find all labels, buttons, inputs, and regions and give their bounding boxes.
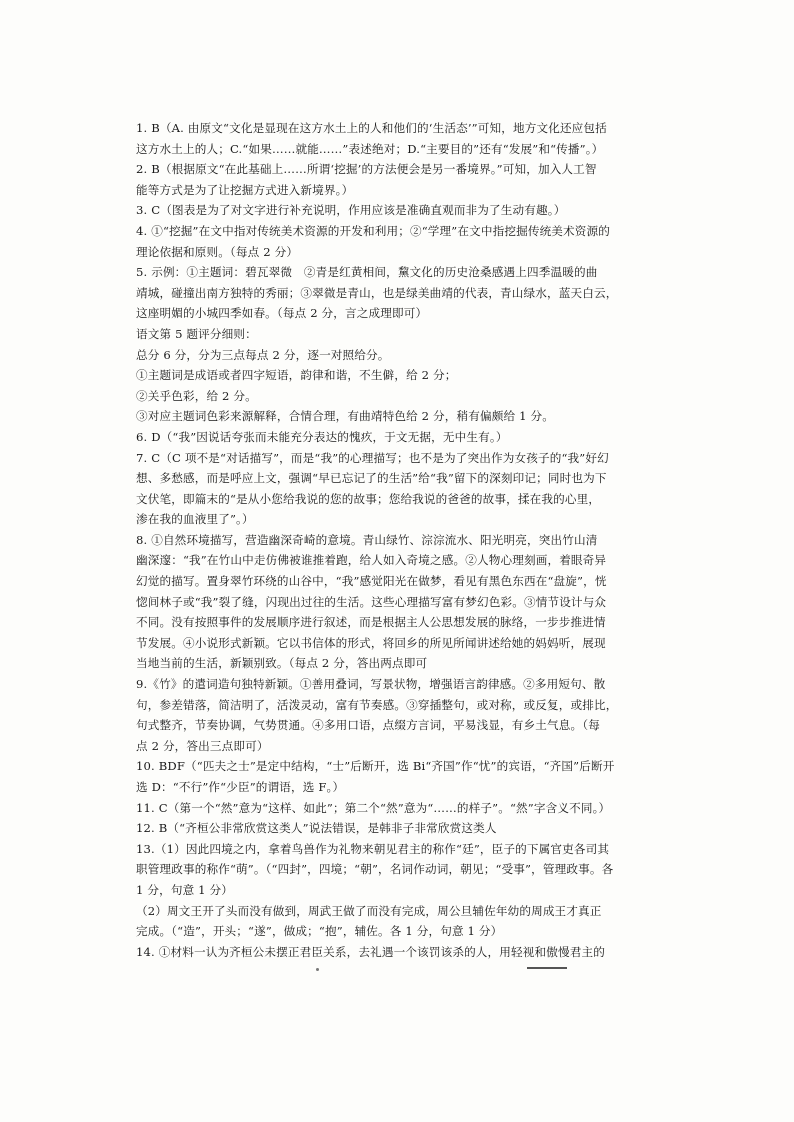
- text-line: 幽深邃：“我”在竹山中走仿佛被谁推着跑，给人如入奇境之感。②人物心理刻画，着眼奇异: [136, 553, 607, 568]
- text-line: 理论依据和原则。（每点 2 分）: [136, 244, 299, 259]
- text-line: 13.（1）因此四境之内，拿着鸟兽作为礼物来朝见君主的称作“廷”，臣子的下属官吏各司其: [136, 841, 610, 856]
- text-line: 1. B（A. 由原文“文化是显现在这方水土上的人和他们的‘生活态’”可知，地方文化还应包括: [136, 121, 607, 135]
- scan-speck: [316, 968, 319, 971]
- text-line: 8. ①自然环境描写，营造幽深奇崎的意境。青山绿竹、淙淙流水、阳光明亮，突出竹山清: [136, 532, 598, 547]
- text-line: 3. C（图表是为了对文字进行补充说明，作用应该是准确直观而非为了生动有趣。）: [136, 203, 566, 218]
- text-line: 9.《竹》的遣词造句独特新颖。①善用叠词，写景状物，增强语言韵律感。②多用短句、散: [136, 677, 606, 692]
- text-line: 11. C（第一个“然”意为“这样、如此”；第二个“然”意为“……的样子”。“然”字含义不同。）: [136, 800, 611, 815]
- text-line: 能等方式是为了让挖掘方式进入新境界。）: [136, 182, 354, 197]
- text-line: 选 D：“不行”作“少臣”的谓语，选 F。）: [136, 780, 345, 794]
- text-line: 2. B（根据原文“在此基础上……所谓‘挖掘’的方法便会是另一番境界。”可知，加入人工智: [136, 162, 597, 177]
- text-line: 渗在我的血液里了”。）: [136, 512, 254, 527]
- text-line: 句，参差错落，简洁明了，活泼灵动，富有节奏感。③穿插整句，或对称，或反复，或排比，: [136, 697, 618, 712]
- text-line: 这方水土上的人；C.“如果……就能……”表述绝对；D.“主要目的”还有“发展”和“传播”。）: [136, 141, 604, 156]
- text-line: 14. ①材料一认为齐桓公未摆正君臣关系，去礼遇一个该罚该杀的人，用轻视和傲慢君主的: [136, 944, 605, 959]
- text-line: 6. D（“我”因说话夸张而未能充分表达的愧疚，于文无据，无中生有。）: [136, 429, 508, 444]
- text-line: ③对应主题词色彩来源解释，合情合理，有曲靖特色给 2 分，稍有偏颇给 1 分。: [136, 409, 554, 424]
- text-line: 惚间林子或“我”裂了缝，闪现出过往的生活。这些心理描写富有梦幻色彩。③情节设计与众: [136, 594, 607, 609]
- text-line: 句式整齐，节奏协调，气势贯通。④多用口语，点缀方言词，平易浅显，有乡土气息。（每: [136, 718, 600, 733]
- text-line: 幻觉的描写。置身翠竹环绕的山谷中，“我”感觉阳光在做梦，看见有黑色东西在“盘旋”，恍: [136, 574, 607, 589]
- text-line: 5. 示例：①主题词：碧瓦翠微 ②青是红黄相间，黧文化的历史沧桑感遇上四季温暖的曲: [136, 265, 598, 280]
- text-line: 点 2 分，答出三点即可）: [136, 738, 269, 753]
- text-line: 10. BDF（“匹夫之士”是定中结构，“士”后断开，选 Bi“齐国”作“忧”的宾语，“齐国”后断开: [136, 759, 615, 774]
- answer-key-text: [136, 118, 668, 962]
- text-line: 节发展。④小说形式新颖。它以书信体的形式，将回乡的所见所闻讲述给她的妈妈听，展现: [136, 635, 606, 650]
- text-line: 职管理政事的称作“萌”。（“四封”，四境；“朝”，名词作动词，朝见；“受事”，管理政事。各: [136, 862, 614, 877]
- text-line: 语文第 5 题评分细则：: [136, 326, 257, 341]
- scan-mark: [527, 967, 567, 969]
- text-line: 不同。没有按照事件的发展顺序进行叙述，而是根据主人公思想发展的脉络，一步步推进情: [136, 615, 606, 630]
- text-line: 这座明媚的小城四季如春。（每点 2 分，言之成理即可）: [136, 306, 428, 321]
- text-line: ①主题词是成语或者四字短语，韵律和谐，不生僻，给 2 分；: [136, 368, 457, 383]
- text-line: 总分 6 分，分为三点每点 2 分，逐一对照给分。: [136, 347, 390, 362]
- text-line: 12. B（“齐桓公非常欣赏这类人”说法错误，是韩非子非常欣赏这类人: [136, 821, 497, 836]
- text-line: 文伏笔，即篇末的“是从小您给我说的您的故事；您给我说的爸爸的故事，揉在我的心里，: [136, 491, 601, 506]
- text-line: 靖城，碰撞出南方独特的秀丽；③翠微是青山，也是绿美曲靖的代表，青山绿水，蓝天白云，: [136, 285, 618, 300]
- text-line: 当地当前的生活，新颖别致。（每点 2 分，答出两点即可: [136, 656, 428, 671]
- text-line: ②关乎色彩，给 2 分。: [136, 388, 257, 403]
- text-line: （2）周文王开了头而没有做到，周武王做了而没有完成，周公旦辅佐年幼的周成王才真正: [136, 903, 602, 918]
- text-line: 1 分，句意 1 分）: [136, 882, 234, 897]
- text-line: 完成。（“造”，开头；“遂”，做成；“抱”，辅佐。各 1 分，句意 1 分）: [136, 924, 503, 939]
- text-line: 7. C（C 项不是“对话描写”，而是“我”的心理描写；也不是为了突出作为女孩子的“我”好幻: [136, 450, 609, 465]
- text-line: 4. ①“挖掘”在文中指对传统美术资源的开发和利用；②“学理”在文中指挖掘传统美术资源的: [136, 223, 611, 238]
- text-line: 想、多愁感，而是呼应上文，强调“早已忘记了的生活”给“我”留下的深刻印记；同时也为下: [136, 471, 607, 486]
